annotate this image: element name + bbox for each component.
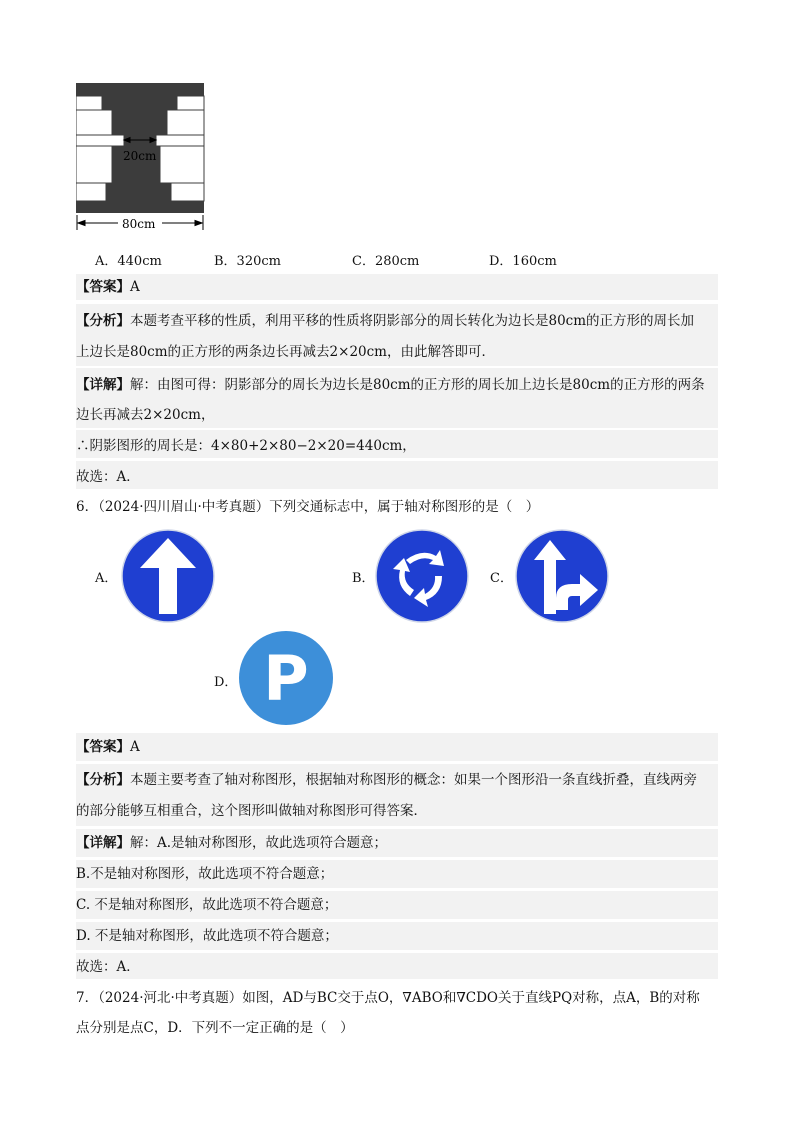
option-c: C．280cm xyxy=(352,254,420,269)
sign-parking-icon xyxy=(238,630,334,726)
q6-label-c: C． xyxy=(490,571,513,586)
q5-choose: 故选：A． xyxy=(76,469,140,485)
option-a: A．440cm xyxy=(95,254,162,269)
q5-detail-line2: 边长再减去2×20cm， xyxy=(76,407,215,423)
q5-detail-line1 xyxy=(76,375,718,395)
detail-text: 解：由图可得：阴影部分的周长为边长是80cm的正方形的周长加上边长是80cm的正方形的两条 xyxy=(130,377,705,393)
answer-value: A xyxy=(130,739,140,755)
q7-stem-line2: 点分别是点C，D．下列不一定正确的是（ ） xyxy=(76,1020,354,1036)
sign-straight-or-right-icon xyxy=(514,528,610,624)
analysis-tag: 【分析】 xyxy=(76,313,130,329)
q6-choose: 故选：A． xyxy=(76,959,140,975)
analysis-tag: 【分析】 xyxy=(76,772,130,788)
detail-tag: 【详解】 xyxy=(76,377,130,393)
answer-tag: 【答案】 xyxy=(76,279,130,295)
analysis-text: 本题考查平移的性质，利用平移的性质将阴影部分的周长转化为边长是80cm的正方形的周长加 xyxy=(130,313,695,329)
q6-analysis-line1 xyxy=(76,770,718,790)
option-b: B．320cm xyxy=(214,254,281,269)
answer-value: A xyxy=(130,279,140,295)
analysis-text: 本题主要考查了轴对称图形，根据轴对称图形的概念：如果一个图形沿一条直线折叠，直线两旁 xyxy=(130,772,697,788)
q6-stem: 6．（2024·四川眉山·中考真题）下列交通标志中，属于轴对称图形的是（ ） xyxy=(76,499,540,515)
gap-label: 20cm xyxy=(123,149,157,163)
q7-stem-line1: 7．（2024·河北·中考真题）如图，AD与BC交于点O，∇ABO和∇CDO关于直线PQ对称，点A，B的对称 xyxy=(76,990,700,1006)
q5-analysis-line2: 上边长是80cm的正方形的两条边长再减去2×20cm，由此解答即可． xyxy=(76,344,495,360)
parking-letter: P xyxy=(263,642,309,715)
q6-detail-line2: B.不是轴对称图形，故此选项不符合题意； xyxy=(76,866,334,882)
q6-label-d: D． xyxy=(214,675,238,690)
detail-text: 解：A.是轴对称图形，故此选项符合题意； xyxy=(130,835,388,851)
sign-roundabout-icon xyxy=(374,528,470,624)
q6-label-a: A． xyxy=(95,571,118,586)
q6-detail-line3: C. 不是轴对称图形，故此选项不符合题意； xyxy=(76,897,338,913)
q5-analysis-line1 xyxy=(76,311,718,331)
sign-straight-ahead-icon xyxy=(120,528,216,624)
q6-detail-line1 xyxy=(76,833,718,853)
width-label: 80cm xyxy=(122,217,156,231)
answer-tag: 【答案】 xyxy=(76,739,130,755)
detail-tag: 【详解】 xyxy=(76,835,130,851)
q6-detail-line4: D. 不是轴对称图形，故此选项不符合题意； xyxy=(76,928,338,944)
q5-answer-line xyxy=(76,277,718,297)
q5-detail-line3: ∴阴影图形的周长是：4×80+2×80−2×20=440cm， xyxy=(76,438,416,454)
q6-analysis-line2: 的部分能够互相重合，这个图形叫做轴对称图形可得答案． xyxy=(76,803,427,819)
option-d: D．160cm xyxy=(489,254,557,269)
q6-label-b: B． xyxy=(352,571,375,586)
q6-answer-line xyxy=(76,737,718,757)
shaded-figure xyxy=(76,82,206,234)
